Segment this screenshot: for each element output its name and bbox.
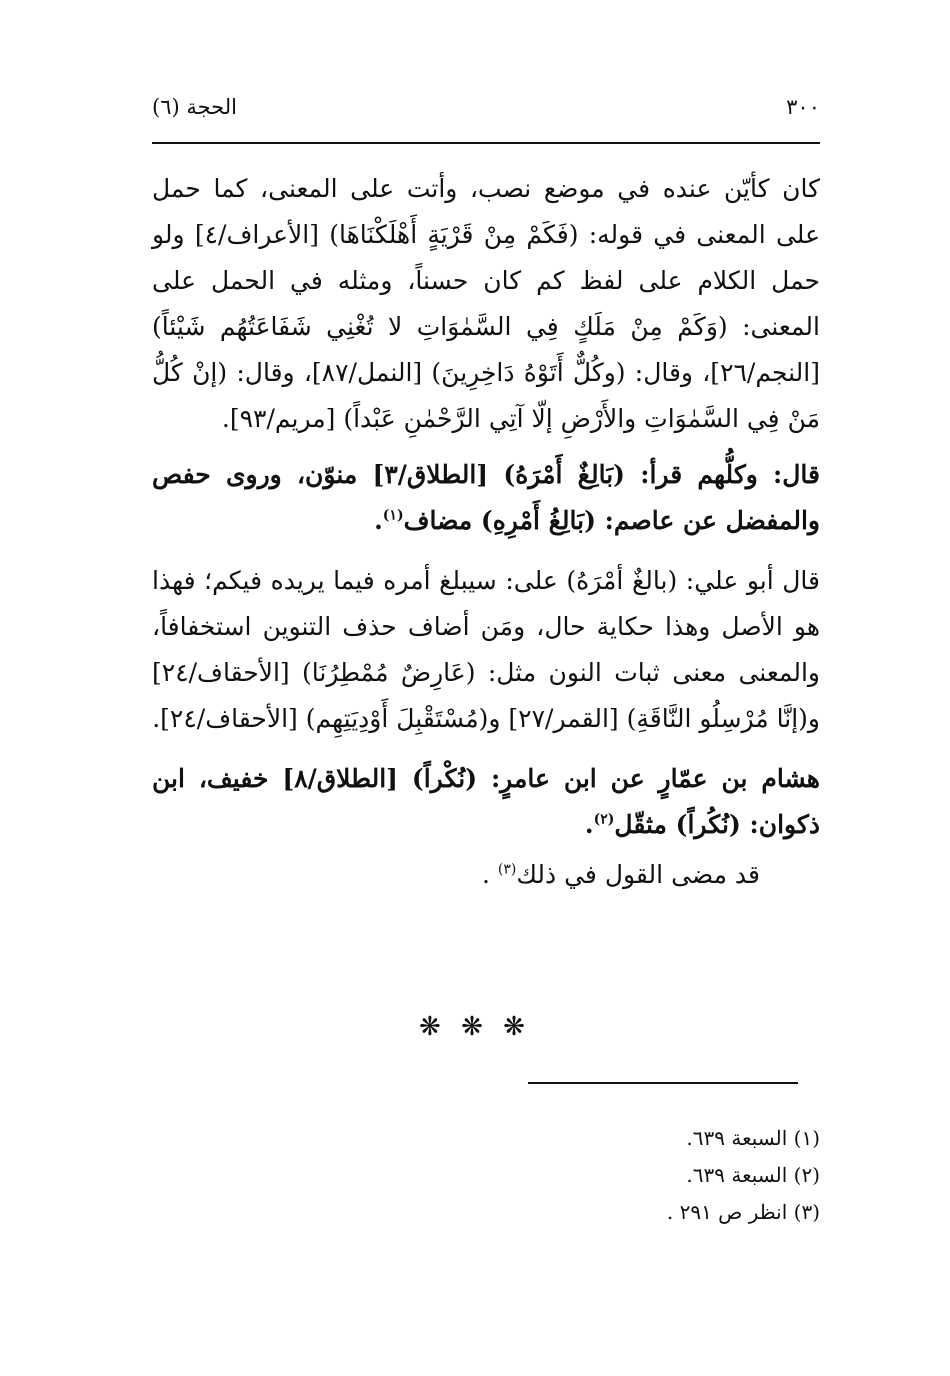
paragraph-2-text: قال: وكلُّهم قرأ: (بَالِغٌ أَمْرَهُ) [الطلاق/٣] منوّن، وروى حفص والمفضل عن عاصم: (بَالِغُ أَمْرِهِ) مضاف (152, 460, 820, 535)
page-number: ٣٠٠ (786, 95, 820, 119)
paragraph-4-text: هشام بن عمّارٍ عن ابن عامرٍ: (نُكْراً) [الطلاق/٨] خفيف، ابن ذكوان: (نُكُراً) مثقّل (152, 764, 820, 839)
paragraph-1: كان كأيّن عنده في موضع نصب، وأتت على المعنى، كما حمل على المعنى في قوله: (فَكَمْ مِنْ قَرْيَةٍ أَهْلَكْنَاهَا) [الأعراف/٤] ولو حمل الكلام على لفظ كم كان حسناً، ومثله في الحمل على المعنى: (وَكَمْ مِنْ مَلَكٍ فِي السَّمٰوَاتِ لا تُغْنِي شَفَاعَتُهُم شَيْئاً) [النجم/٢٦]، وقال: (وكُلٌّ أَتَوْهُ دَاخِرِينَ) [النمل/٨٧]، وقال: (إنْ كُلُّ مَنْ فِي السَّمٰوَاتِ والأَرْضِ إلّا آتِي الرَّحْمٰنِ عَبْداً) [مريم/٩٣]. (152, 174, 820, 433)
section-separator: ❋ ❋ ❋ (419, 1012, 531, 1042)
paragraph-5 (152, 852, 820, 898)
footnote-ref-1: (١) (382, 507, 404, 524)
paragraph-3: قال أبو علي: (بالغٌ أمْرَهُ) على: سيبلغ أمره فيما يريده فيكم؛ فهذا هو الأصل وهذا حكاية حال، ومَن أضاف حذف التنوين استخفافاً، والمعنى معنى ثبات النون مثل: (عَارِضٌ مُمْطِرُنَا) [الأحقاف/٢٤] و(إنَّا مُرْسِلُو النَّاقَةِ) [القمر/٢٧] و(مُسْتَقْبِلَ أَوْدِيَتِهِم) [الأحقاف/٢٤]. (152, 566, 820, 733)
paragraph-5-text: قد مضى القول في ذلك (516, 860, 760, 889)
footnote-rule (528, 1082, 798, 1084)
main-text (152, 166, 820, 898)
footnote-2: (٢) السبعة ٦٣٩. (686, 1163, 820, 1187)
footnotes (152, 1120, 820, 1231)
running-header (152, 92, 820, 122)
footnote-ref-3: (٣) (497, 861, 517, 878)
paragraph-4-end: . (584, 810, 594, 839)
header-rule (152, 142, 820, 144)
paragraph-2-end: . (374, 506, 383, 535)
footnote-3: (٣) انظر ص ٢٩١ . (666, 1200, 820, 1224)
paragraph-4 (152, 756, 820, 848)
footnote-ref-2: (٢) (593, 811, 615, 828)
footnote-1: (١) السبعة ٦٣٩. (686, 1126, 820, 1150)
running-title: الحجة (٦) (152, 95, 237, 119)
paragraph-5-end: . (481, 860, 490, 889)
paragraph-2 (152, 452, 820, 544)
